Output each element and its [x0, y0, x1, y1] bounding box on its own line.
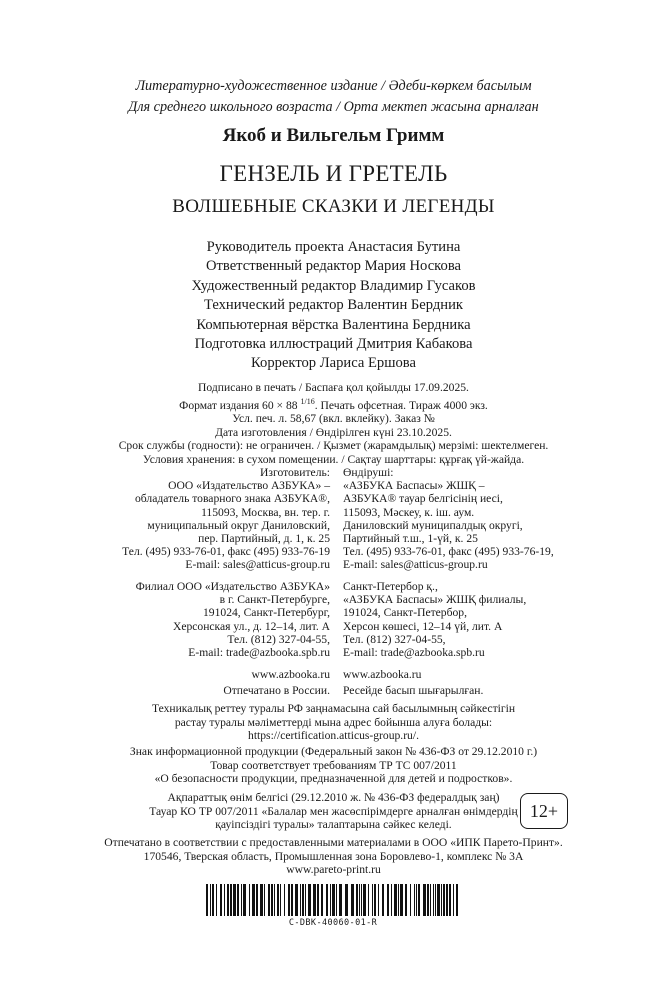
sheets-line: Усл. печ. л. 58,67 (вкл. вклейку). Заказ № — [232, 412, 435, 426]
barcode-bar — [345, 884, 348, 916]
book-author: Якоб и Вильгельм Гримм — [222, 125, 445, 146]
barcode-bar — [449, 884, 451, 916]
barcode-bar — [206, 884, 208, 916]
print-details — [0, 381, 667, 466]
barcode-bar — [220, 884, 222, 916]
barcode-bar — [332, 884, 335, 916]
barcode-bar — [264, 884, 265, 916]
barcode-bar — [336, 884, 337, 916]
barcode-bar — [313, 884, 316, 916]
made-date: Дата изготовления / Өндірілген күні 23.10.2025. — [215, 425, 452, 439]
credit-line: Художественный редактор Владимир Гусаков — [191, 277, 476, 294]
barcode-bar — [433, 884, 434, 916]
barcode-bar — [230, 884, 232, 916]
barcode-bar — [233, 884, 236, 916]
barcode-bar — [430, 884, 431, 916]
credit-line: Корректор Лариса Ершова — [251, 355, 416, 372]
barcode-bar — [374, 884, 376, 916]
credit-line: Ответственный редактор Мария Носкова — [205, 258, 461, 275]
credit-line: Руководитель проекта Анастасия Бутина — [206, 239, 461, 255]
barcode-bar — [394, 884, 397, 916]
storage-conditions: Условия хранения: в сухом помещении. / Сақтау шарттары: құрғақ үй-жайда. — [142, 452, 525, 466]
barcode-bar — [418, 884, 420, 916]
barcode-bar — [361, 884, 362, 916]
barcode-bar — [339, 884, 342, 916]
barcode-bar — [382, 884, 384, 916]
barcode-bar — [241, 884, 242, 916]
format-fraction: 1/16 — [300, 396, 315, 406]
barcode-bar — [359, 884, 360, 916]
signed-date: Подписано в печать / Баспаға қол қойылды 17.09.2025. — [198, 381, 469, 394]
barcode-bar — [416, 884, 417, 916]
barcode-bar — [260, 884, 263, 916]
barcode-bar — [443, 884, 445, 916]
credits-list — [0, 238, 667, 374]
barcode-bar — [305, 884, 306, 916]
barcode-bar — [387, 884, 389, 916]
credit-line: Подготовка иллюстраций Дмитрия Кабакова — [194, 336, 473, 353]
certification-info: Техникалық реттеу туралы РФ заңнамасына сай басылымның сәйкестігін растау туралы мәліметтерді мына адрес бойынша алуға болады: https://certification.atticus-group.ru/. — [151, 702, 516, 743]
barcode-bar — [330, 884, 331, 916]
barcode-bar — [256, 884, 258, 916]
barcode-bar — [456, 884, 458, 916]
barcode-bar — [378, 884, 379, 916]
barcode-bar — [405, 884, 407, 916]
barcode-bar — [271, 884, 273, 916]
barcode-bar — [291, 884, 293, 916]
barcode-bar — [453, 884, 454, 916]
barcode-bar — [212, 884, 214, 916]
printer-info: Отпечатано в соответствии с предоставленными материалами в ООО «ИПК Парето-Принт». 170546, Тверская область, Промышленная зона Боровлево-1, комплекс № 3А www.pareto-print.ru — [104, 836, 563, 877]
barcode-bar — [243, 884, 246, 916]
barcode-bar — [363, 884, 366, 916]
barcode-bar — [446, 884, 448, 916]
barcode-bar — [400, 884, 403, 916]
barcode-bar — [308, 884, 311, 916]
barcode-bar — [284, 884, 285, 916]
barcode-bar — [288, 884, 290, 916]
barcode-bar — [410, 884, 411, 916]
barcode-bar — [295, 884, 298, 916]
branch-ru: Филиал ООО «Издательство АЗБУКА» в г. Санкт-Петербурге, 191024, Санкт-Петербург, Херсонская ул., д. 12–14, лит. А Тел. (812) 327-04-55, E-mail: trade@azbooka.spb.ru — [135, 580, 330, 660]
barcode-bar — [268, 884, 270, 916]
barcode-bar — [277, 884, 279, 916]
barcode-bar — [237, 884, 239, 916]
barcode-bar — [414, 884, 415, 916]
barcode-bar — [321, 884, 323, 916]
barcode — [206, 884, 460, 916]
info-product-mark: Знак информационной продукции (Федеральный закон № 436-ФЗ от 29.12.2010 г.) Товар соответствует требованиям ТР ТС 007/2011 «О безопасности продукции, предназначенной для детей и подростков». — [129, 745, 538, 786]
barcode-bar — [216, 884, 217, 916]
barcode-bar — [326, 884, 328, 916]
barcode-bar — [398, 884, 399, 916]
barcode-bar — [249, 884, 250, 916]
barcode-bar — [441, 884, 442, 916]
barcode-bar — [317, 884, 319, 916]
barcode-bar — [372, 884, 373, 916]
credit-line: Компьютерная вёрстка Валентина Бердника — [196, 316, 471, 333]
age-rating-badge: 12+ — [520, 793, 568, 829]
barcode-bar — [351, 884, 354, 916]
book-subtitle: ВОЛШЕБНЫЕ СКАЗКИ И ЛЕГЕНДЫ — [172, 196, 495, 217]
barcode-bar — [302, 884, 304, 916]
manufacturer-ru: Изготовитель: ООО «Издательство АЗБУКА» – обладатель товарного знака АЗБУКА®, 115093, Москва, вн. тер. г. муниципальный округ Даниловский, пер. Партийный, д. 1, к. 25 Тел. (495) 933-76-01, факс (495) 933-76-19 E-mail: sales@atticus-group.ru — [122, 466, 330, 572]
barcode-bar — [427, 884, 429, 916]
kz-info-product-mark: Ақпараттық өнім белгісі (29.12.2010 ж. № 436-ФЗ федералдық заң) Тауар КО ТР 007/2011 «Балалар мен жасөспірімдерге арналған өнімдердің қауіпсіздігі туралы» талаптарына сәйкес келеді. — [149, 791, 518, 832]
barcode-bar — [280, 884, 281, 916]
barcode-bar — [435, 884, 436, 916]
barcode-bar — [356, 884, 358, 916]
barcode-bar — [391, 884, 392, 916]
shelf-life: Срок службы (годности): не ограничен. / Қызмет (жарамдылық) мерзімі: шектелмеген. — [118, 439, 549, 453]
reader-age-note: Для среднего школьного возраста / Орта мектеп жасына арналған — [128, 99, 539, 115]
barcode-bar — [227, 884, 229, 916]
manufacturer-kz: Өндіруші: «АЗБУКА Баспасы» ЖШҚ – АЗБУКА® тауар белгісінің иесі, 115093, Мәскеу, к. іш. аум. Даниловский муниципалдық округі, Партийный т.ш., 1-үй, к. 25 Тел. (495) 933-76-01, факс (495) 933-76-19, E-mail: sales@atticus-group.ru — [343, 466, 554, 572]
format-line: Формат издания 60 × 88 $^{1/16}$. Печать офсетная. Тираж 4000 экз. — [179, 396, 488, 412]
edition-type: Литературно-художественное издание / Әдеби-көркем басылым — [135, 78, 532, 94]
website-ru: www.azbooka.ru Отпечатано в России. — [223, 668, 330, 697]
branch-kz: Санкт-Петербор қ., «АЗБУКА Баспасы» ЖШҚ филиалы, 191024, Санкт-Петербор, Херсон көшесі, 12–14 үй, лит. А Тел. (812) 327-04-55, E-mail: trade@azbooka.spb.ru — [343, 580, 527, 660]
website-kz: www.azbooka.ru Ресейде басып шығарылған. — [343, 668, 484, 697]
barcode-bar — [368, 884, 369, 916]
barcode-bar — [437, 884, 440, 916]
barcode-bar — [274, 884, 275, 916]
book-title: ГЕНЗЕЛЬ И ГРЕТЕЛЬ — [219, 161, 448, 186]
barcode-bar — [252, 884, 255, 916]
barcode-bar — [423, 884, 426, 916]
barcode-bar — [224, 884, 225, 916]
barcode-code: C-DBK-40060-01-R — [288, 918, 378, 928]
credit-line: Технический редактор Валентин Бердник — [203, 297, 464, 314]
barcode-bar — [300, 884, 301, 916]
barcode-bar — [210, 884, 211, 916]
